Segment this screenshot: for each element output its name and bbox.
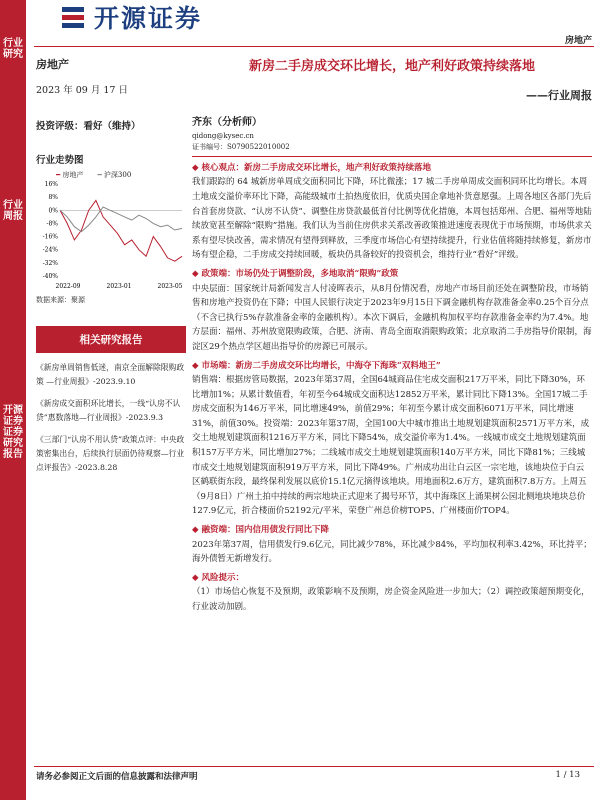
analyst-name: 齐东（分析师） xyxy=(192,117,262,129)
y-tick-label: 16% xyxy=(44,181,58,188)
page-number: 1 / 13 xyxy=(555,770,580,780)
analyst-email: qidong@kysec.cn xyxy=(192,131,254,140)
header-divider xyxy=(34,46,594,47)
left-column xyxy=(36,56,186,475)
section-heading: ◆ 政策端：市场仍处于调整阶段，多地取消“限购”政策 xyxy=(192,268,399,279)
sector-label: 房地产 xyxy=(36,58,69,71)
rating: 投资评级：看好（维持） xyxy=(36,121,141,132)
x-tick-label: 2023-05 xyxy=(157,283,183,290)
header-sector: 房地产 xyxy=(564,36,592,46)
footer-disclaimer: 请务必参阅正文后面的信息披露和法律声明 xyxy=(36,772,198,782)
y-tick-label: -8% xyxy=(46,220,58,228)
trend-title: 行业走势图 xyxy=(36,155,84,166)
ref-item[interactable]: 《三部门“认房不用认贷”政策点评：中央政策密集出台，后续执行层面仍待观察—行业点评报告》-2023.8.28 xyxy=(36,435,185,472)
related-reports-title: 相关研究报告 xyxy=(36,326,186,353)
section-heading: ◆ 核心观点：新房二手房成交环比增长，地产利好政策持续落地 xyxy=(192,162,431,173)
series-line-0 xyxy=(60,200,182,261)
legend-hs300: ━ 沪深300 xyxy=(97,171,132,179)
footer-divider xyxy=(34,766,594,767)
sidebar-label-brand: 开源证券 证券研究报告 xyxy=(3,405,23,460)
x-tick-label: 2023-01 xyxy=(106,283,132,290)
report-title: 新房二手房成交环比增长，地产利好政策持续落地 xyxy=(248,59,535,74)
section-heading: ◆ 市场端：新房二手房成交环比均增长，中海夺下海珠“双料地王” xyxy=(192,360,441,371)
main-content xyxy=(192,56,592,615)
ref-item[interactable]: 《新房成交面积环比增长，一线“认房不认贷”惠数落地—行业周报》-2023.9.3 xyxy=(36,399,181,422)
sidebar-label-research: 行业研究 xyxy=(3,38,23,60)
chart-legend xyxy=(56,170,186,180)
legend-estate: ━ 房地产 xyxy=(56,171,84,179)
logo-icon xyxy=(60,3,88,31)
y-tick-label: -16% xyxy=(42,233,58,241)
series-line-1 xyxy=(60,207,182,232)
y-tick-label: -24% xyxy=(42,246,58,254)
sidebar xyxy=(0,0,26,800)
section-body: （1）市场信心恢复不及预期，政策影响不及预期，房企资金风险进一步加大；（2）调控政策超预期变化，行业波动加剧。 xyxy=(192,587,590,612)
y-tick-label: 8% xyxy=(48,194,58,202)
section-heading: ◆ 融资端：国内信用债发行同比下降 xyxy=(192,525,329,536)
section-body: 2023年第37周，信用债发行9.6亿元，同比减少78%，环比减少84%，平均加权利率3.42%，环比持平；海外债暂无新增发行。 xyxy=(192,539,592,565)
section-body: 销售端：根据房管局数据，2023年第37周，全国64城商品住宅成交面积217万平米，同比下降30%，环比增加1%；从累计数值看，年初至今64城成交面积达12852万平米，累计同比下降13%。全国17城二手房成交面积为146万平米，同比增速49%，前值29%；年初至今累计成交面积6071万平米，同比增速31%，前值30%。投资端：2023年第37周，全国100大中城市推出土地规划建筑面积2571万平方米，成交土地规划建筑面积1216万平方米，同比下降54%，成交溢价率为1.4%。一线城市成交土地规划建筑面积157万平方米，同比增加27%；二线城市成交土地规划建筑面积140万平方米，同比下降81%；三线城市成交土地规划建筑面积919万平方米，同比下降49%。广州成功出让白云区一宗宅地，该地块位于白云区鹤联街东段，最终保利发展以底价15.1亿元摘得该地块。用地面积2.6万方，建筑面积7.8万方。上周五（9月8日）广州土拍中持续的两宗地块正式迎来了揭号环节，其中海珠区上涌果树公园北侧地块地块总价127.9亿元，折合楼面价52192元/平米，荣登广州总价榜TOP5、广州楼面价TOP4。 xyxy=(192,375,590,517)
section-body: 我们跟踪的 64 城新房单周成交面积同比下降，环比微涨；17 城二手房单周成交面积同环比均增长。本周土地成交溢价率环比下降，高能级城市土拍热度依旧，优质央国企拿地补货意愿强。上周各地区各部门先后台首套房贷款、“认房不认贷”、调整住房贷款最低首付比例等优化措施，本周包括郑州、合肥、福州等地陆续放宽甚至解除“限购”措施。我们认为当前住房供求关系改善政策推进速度表现优于市场预期，市场供求关系有望尽快改善，需求情况有望得到释放，三季度市场信心有望持续提升，行业估值将随持续修复，新房市场有望企稳，二手房成交持续回暖，板块仍具备较好的投资机会，维持行业“看好”评级。 xyxy=(192,177,592,261)
section-heading: ◆ 风险提示： xyxy=(192,572,244,583)
section-body: 中央层面：国家统计局新闻发言人付凌晖表示，从8月份情况看，房地产市场目前还处在调整阶段，市场销售和房地产投资仍在下降；中国人民银行决定于2023年9月15日下调金融机构存款准备金率0.25个百分点（不含已执行5%存款准备金率的金融机构）。本次下调后，金融机构加权平均存款准备金率约为7.4%。地方层面：福州、苏州放宽限购政策，合肥、济南、青岛全面取消限购政策；北京取消二手房指导价限制，海淀区29个热点学区超出指导价的房源已可展示。 xyxy=(192,283,592,352)
logo xyxy=(60,0,202,34)
ref-item[interactable]: 《新房单周销售低迷，南京全面解除限购政策 —行业周报》-2023.9.10 xyxy=(36,363,185,386)
report-subtitle: ——行业周报 xyxy=(526,88,592,102)
y-tick-label: -32% xyxy=(42,259,58,267)
y-tick-label: 0% xyxy=(48,207,58,215)
logo-text: 开源证券 xyxy=(94,4,203,33)
analyst-cert: 证书编号：S0790522010002 xyxy=(192,142,290,151)
sidebar-label-weekly: 行业周报 xyxy=(3,200,23,222)
report-date: 2023 年 09 月 17 日 xyxy=(36,85,128,96)
y-tick-label: -40% xyxy=(42,273,58,280)
x-tick-label: 2022-09 xyxy=(55,283,81,290)
data-source: 数据来源：聚源 xyxy=(36,296,85,304)
trend-chart xyxy=(36,180,186,292)
